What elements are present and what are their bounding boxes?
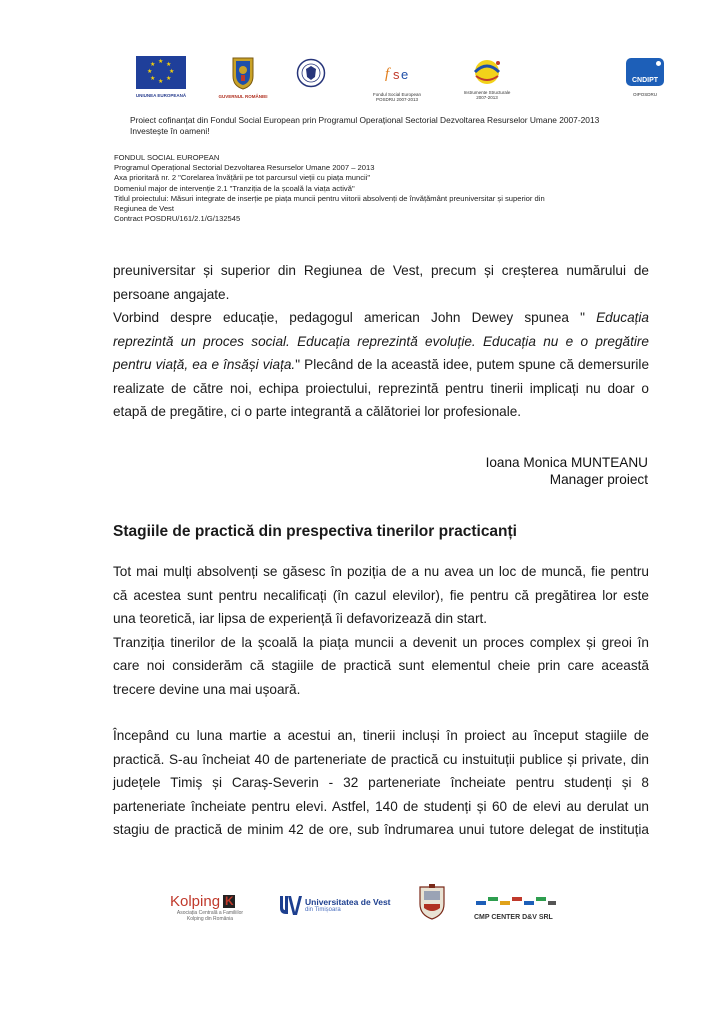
ministry-seal-logo <box>296 58 326 88</box>
dewey-line-1: Vorbind despre educație, pedagogul american John Dewey spunea " Educația <box>113 310 649 325</box>
cmp-center-name: CMP CENTER D&V SRL <box>474 914 553 921</box>
cofinance-line-2: Investește în oameni! <box>130 126 210 136</box>
uvt-icon <box>278 894 302 916</box>
ministry-seal-icon <box>296 58 326 88</box>
info-line: Contract POSDRU/161/2.1/G/132545 <box>114 214 241 224</box>
para-line: parteneriate încheiate pentru elevi. Astfel, 140 de studenți și 60 de elevi au derulat un <box>113 798 649 814</box>
cndipt-badge-icon <box>626 58 664 86</box>
info-line: Domeniul major de intervenție 2.1 "Tranziția de la școală la viața activă" <box>114 183 355 193</box>
is-caption-2: 2007-2013 <box>476 95 498 100</box>
para-line: trecere devine una mai ușoară. <box>113 681 301 697</box>
dewey-quote-end: pentru viață, ea e însăși viața. <box>113 357 296 372</box>
instrumente-structurale-icon <box>467 56 507 86</box>
cofinance-line-1: Proiect cofinanțat din Fondul Social European prin Programul Operațional Sectorial Dezvoltarea Resurselor Umane 2007-2013 <box>130 115 600 125</box>
info-line: Titlul proiectului: Măsuri integrate de inserție pe piața muncii pentru viitorii absolvenți de învățământ preuniversitar și superior din <box>114 193 545 203</box>
gov-logo <box>213 56 273 99</box>
signature-name: Ioana Monica MUNTEANU <box>485 455 648 470</box>
uvt-logo <box>278 894 398 916</box>
para-line: una teoretică, iar lipsa de experiență îi defavorizează din start. <box>113 611 488 626</box>
info-line: Regiunea de Vest <box>114 204 174 214</box>
project-info-block <box>114 153 674 224</box>
cndipt-logo <box>624 58 666 97</box>
para-line: județele Timiș și Caraș-Severin - 32 parteneriate încheiate pentru studenți și 8 <box>113 775 649 790</box>
instrumente-structurale-logo <box>452 56 522 100</box>
dewey-quote-line-2: reprezintă un proces social. Educația reprezintă evoluție. Educația nu e o pregătire <box>113 333 649 349</box>
info-line: Programul Operațional Sectorial Dezvoltarea Resurselor Umane 2007 – 2013 <box>114 163 375 173</box>
para-line: Tranziția tinerilor de la școală la piața muncii a devenit un proces complex și greoi în <box>113 634 649 650</box>
romania-coat-of-arms-icon <box>230 56 256 90</box>
cndipt-label: CNDIPT <box>631 77 659 84</box>
eu-flag-icon: ★ ★ ★ ★ ★ ★ ★ ★ <box>136 56 186 89</box>
para-line: Începând cu luna martie a acestui an, tinerii incluși în proiect au început stagiile de <box>113 728 649 743</box>
school-crest-logo <box>418 884 446 925</box>
para-line: stagiu de practică de minim 42 de ore, sub îndrumarea unui tutore delegat de instituția <box>113 822 649 837</box>
intro-line: preuniversitar și superior din Regiunea de Vest, precum și creșterea numărului de <box>113 263 649 278</box>
cofinance-statement <box>130 115 670 137</box>
info-line: FONDUL SOCIAL EUROPEAN <box>114 153 220 162</box>
kolping-wordmark: Kolping <box>170 893 221 910</box>
uvt-name: Universitatea de Vest <box>305 896 391 907</box>
kolping-k-icon: K <box>225 894 234 908</box>
dewey-line-5: etapă de pregătire, ci o parte integrantă a călătoriei lor profesionale. <box>113 404 522 419</box>
section-paragraph-1 <box>113 560 649 701</box>
svg-text:e: e <box>401 67 409 82</box>
eu-logo <box>132 56 190 98</box>
fse-icon <box>380 62 414 86</box>
eu-caption: UNIUNEA EUROPEANĂ <box>135 93 187 98</box>
oiposdru-caption: OIPOSDRU <box>632 92 657 97</box>
para-line: practică. S-au încheiat 40 de parteneriate de practică cu instuituții publice și private, din <box>113 751 649 767</box>
dewey-quote-start: Educația <box>596 310 649 325</box>
is-caption-1: Instrumente Structurale <box>463 90 511 95</box>
section-title: Stagiile de practică din prespectiva tinerilor practicanți <box>113 523 517 540</box>
dewey-line-3: pentru viață, ea e însăși viața." Plecând de la această idee, putem spune că demersurile <box>113 357 649 372</box>
signature-role: Manager proiect <box>549 472 648 487</box>
uvt-city: din Timișoara <box>305 906 341 913</box>
cmp-center-logo <box>474 894 564 921</box>
signature-block <box>400 454 648 488</box>
gov-caption: GUVERNUL ROMÂNIEI <box>218 94 268 99</box>
info-line: Axa prioritară nr. 2 "Corelarea învățării pe tot parcursul vieții cu piața muncii" <box>114 173 371 183</box>
fse-logo <box>362 62 432 102</box>
svg-text:f: f <box>385 66 390 82</box>
kolping-logo <box>170 893 260 922</box>
para-line: care noi considerăm că stagiile de practică sunt elementul cheie prin care această <box>113 658 649 673</box>
cmp-blocks-icon <box>474 895 558 907</box>
fse-caption-1: Fondul Social European <box>372 92 422 97</box>
school-crest-icon <box>418 884 446 920</box>
kolping-subtitle-1: Asociația Centrală a Familiilor <box>176 910 244 916</box>
kolping-subtitle-2: Kolping din România <box>186 916 234 922</box>
intro-paragraph <box>113 259 649 424</box>
section-paragraph-3 <box>113 724 649 842</box>
para-line: că acestea sunt pentru necalificați (în cazul elevilor), fie pentru că pregătirea lor este <box>113 587 649 603</box>
intro-line: persoane angajate. <box>113 286 230 302</box>
svg-text:s: s <box>393 67 400 82</box>
dewey-line-4: realizate de către noi, echipa proiectului, reprezintă pentru tinerii implicați nu doar o <box>113 380 649 396</box>
fse-caption-2: POSDRU 2007-2013 <box>375 97 419 102</box>
para-line: Tot mai mulți absolvenți se găsesc în poziția de a nu avea un loc de muncă, fie pentru <box>113 564 649 579</box>
